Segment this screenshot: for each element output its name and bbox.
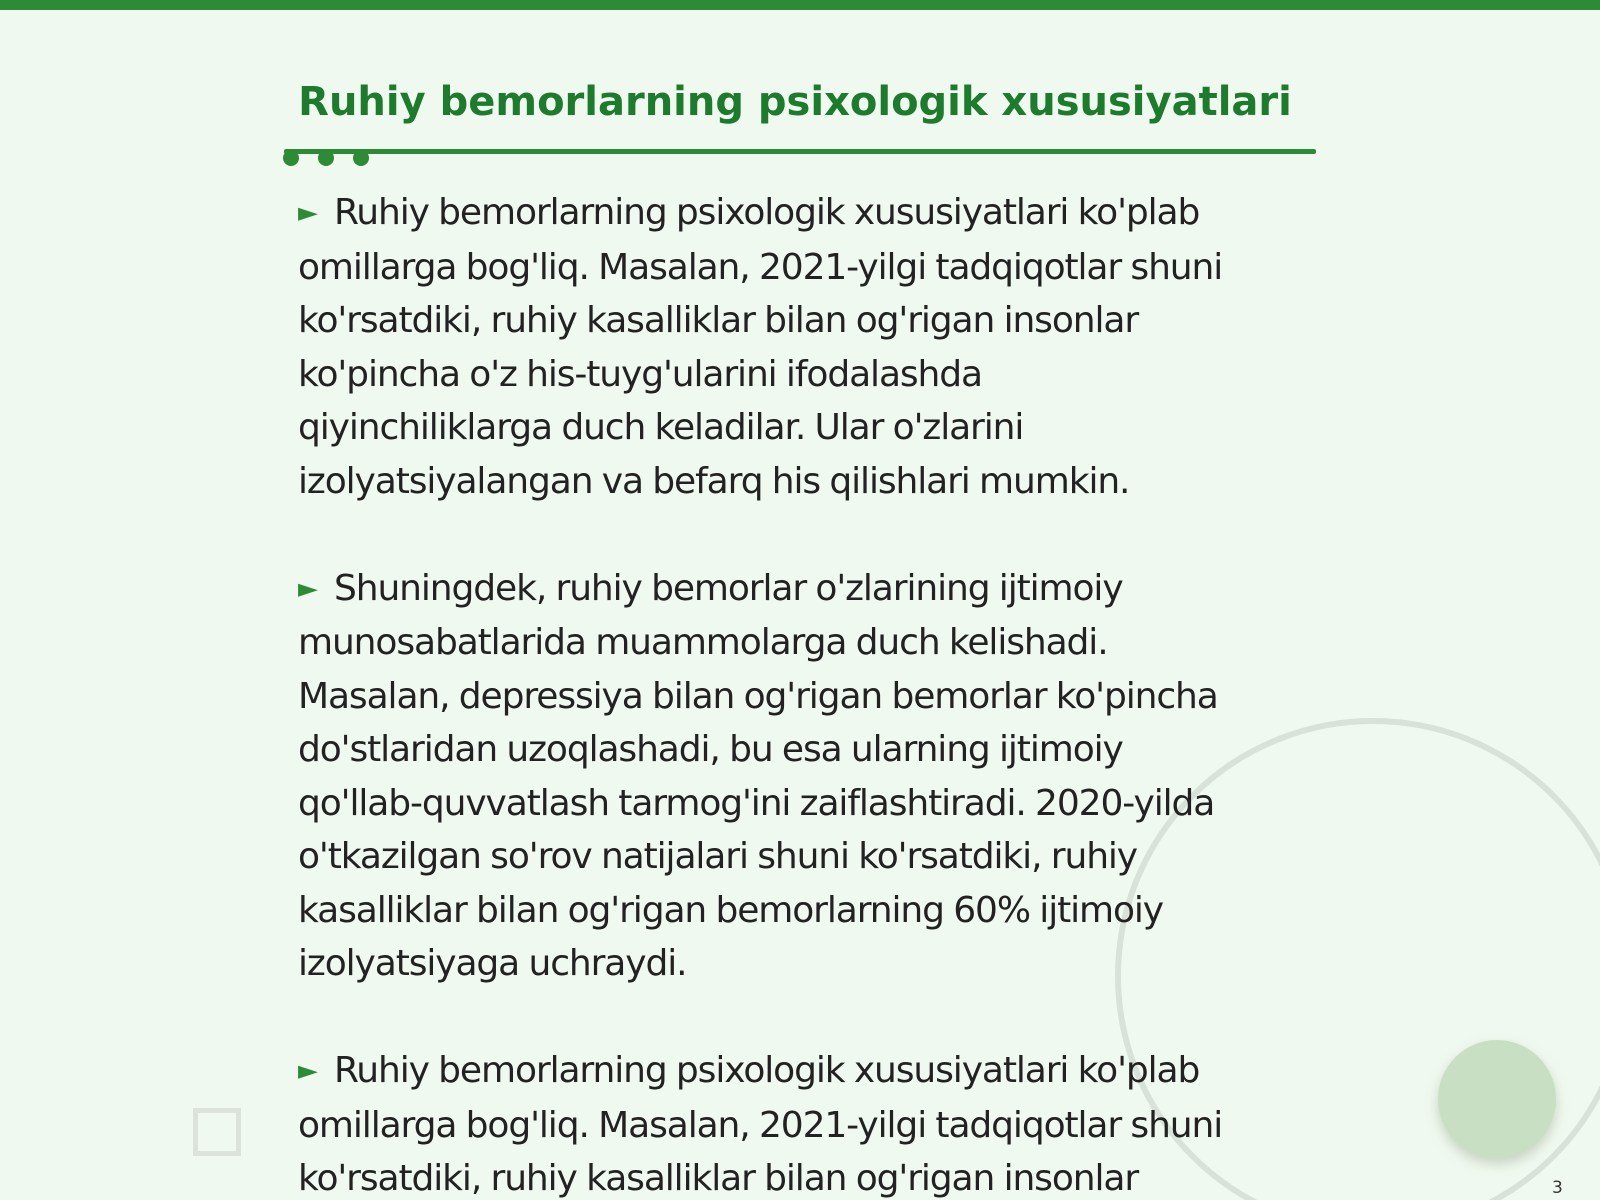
bullet-text-line [298, 723, 1298, 777]
dot-icon [353, 150, 369, 166]
bullet-arrow-icon: ► [298, 573, 318, 604]
dot-icon [283, 150, 299, 166]
bullet-text-line [298, 670, 1298, 724]
decorative-circle [1438, 1040, 1556, 1158]
bullet-text-line [298, 777, 1298, 831]
bullet-text-line [298, 884, 1298, 938]
bullet-text: do'stlaridan uzoqlashadi, bu esa ularning ijtimoiy [298, 729, 1123, 770]
bullet-paragraph [298, 562, 1298, 991]
bullet-arrow-icon: ► [298, 198, 318, 228]
bullet-text: Ruhiy bemorlarning psixologik xususiyatlari ko'plab [334, 192, 1200, 233]
bullet-text-line [298, 937, 1298, 991]
bullet-text-line [298, 401, 1298, 455]
bullet-text: kasalliklar bilan og'rigan bemorlarning 60% ijtimoiy [298, 889, 1164, 931]
title-dots [283, 150, 373, 168]
bullet-text-line [298, 1099, 1298, 1153]
slide-number: 3 [1552, 1178, 1563, 1198]
bullet-text-line [298, 241, 1298, 295]
bullet-text: ko'rsatdiki, ruhiy kasalliklar bilan og'rigan insonlar [298, 300, 1139, 341]
bullet-text-line [298, 348, 1298, 402]
top-accent-bar [0, 0, 1600, 10]
bullet-text-line [298, 455, 1298, 509]
bullet-text: ko'pincha o'z his-tuyg'ularini ifodalashda [298, 353, 982, 395]
bullet-text: qiyinchiliklarga duch keladilar. Ular o'zlarini [298, 407, 1024, 448]
bullet-text: ko'rsatdiki, ruhiy kasalliklar bilan og'rigan insonlar [298, 1158, 1139, 1199]
bullet-text-line [298, 186, 1298, 241]
bullet-text: Shuningdek, ruhiy bemorlar o'zlarining ijtimoiy [334, 567, 1123, 609]
bullet-arrow-icon: ► [298, 1056, 318, 1086]
bullet-text-line [298, 1152, 1298, 1200]
bullet-list [298, 186, 1298, 1200]
dot-icon [318, 150, 334, 166]
bullet-text: qo'llab-quvvatlash tarmog'ini zaiflashtiradi. 2020-yilda [298, 782, 1215, 824]
bullet-text: omillarga bog'liq. Masalan, 2021-yilgi tadqiqotlar shuni [298, 246, 1223, 288]
bullet-paragraph [298, 186, 1298, 508]
bullet-text-line [298, 294, 1298, 348]
bullet-text-line [298, 616, 1298, 670]
decorative-square [193, 1108, 241, 1156]
bullet-text: o'tkazilgan so'rov natijalari shuni ko'rsatdiki, ruhiy [298, 836, 1138, 877]
bullet-text: omillarga bog'liq. Masalan, 2021-yilgi tadqiqotlar shuni [298, 1104, 1223, 1146]
bullet-text: Masalan, depressiya bilan og'rigan bemorlar ko'pincha [298, 675, 1218, 717]
bullet-text: izolyatsiyaga uchraydi. [298, 943, 687, 984]
bullet-text-line [298, 830, 1298, 884]
bullet-text: Ruhiy bemorlarning psixologik xususiyatlari ko'plab [334, 1050, 1200, 1091]
title-underline [284, 149, 1316, 154]
bullet-paragraph [298, 1044, 1298, 1200]
bullet-text-line [298, 562, 1298, 617]
slide-title: Ruhiy bemorlarning psixologik xususiyatlari [298, 79, 1292, 125]
bullet-text-line [298, 1044, 1298, 1099]
bullet-text: izolyatsiyalangan va befarq his qilishlari mumkin. [298, 460, 1130, 502]
bullet-text: munosabatlarida muammolarga duch kelishadi. [298, 622, 1108, 663]
